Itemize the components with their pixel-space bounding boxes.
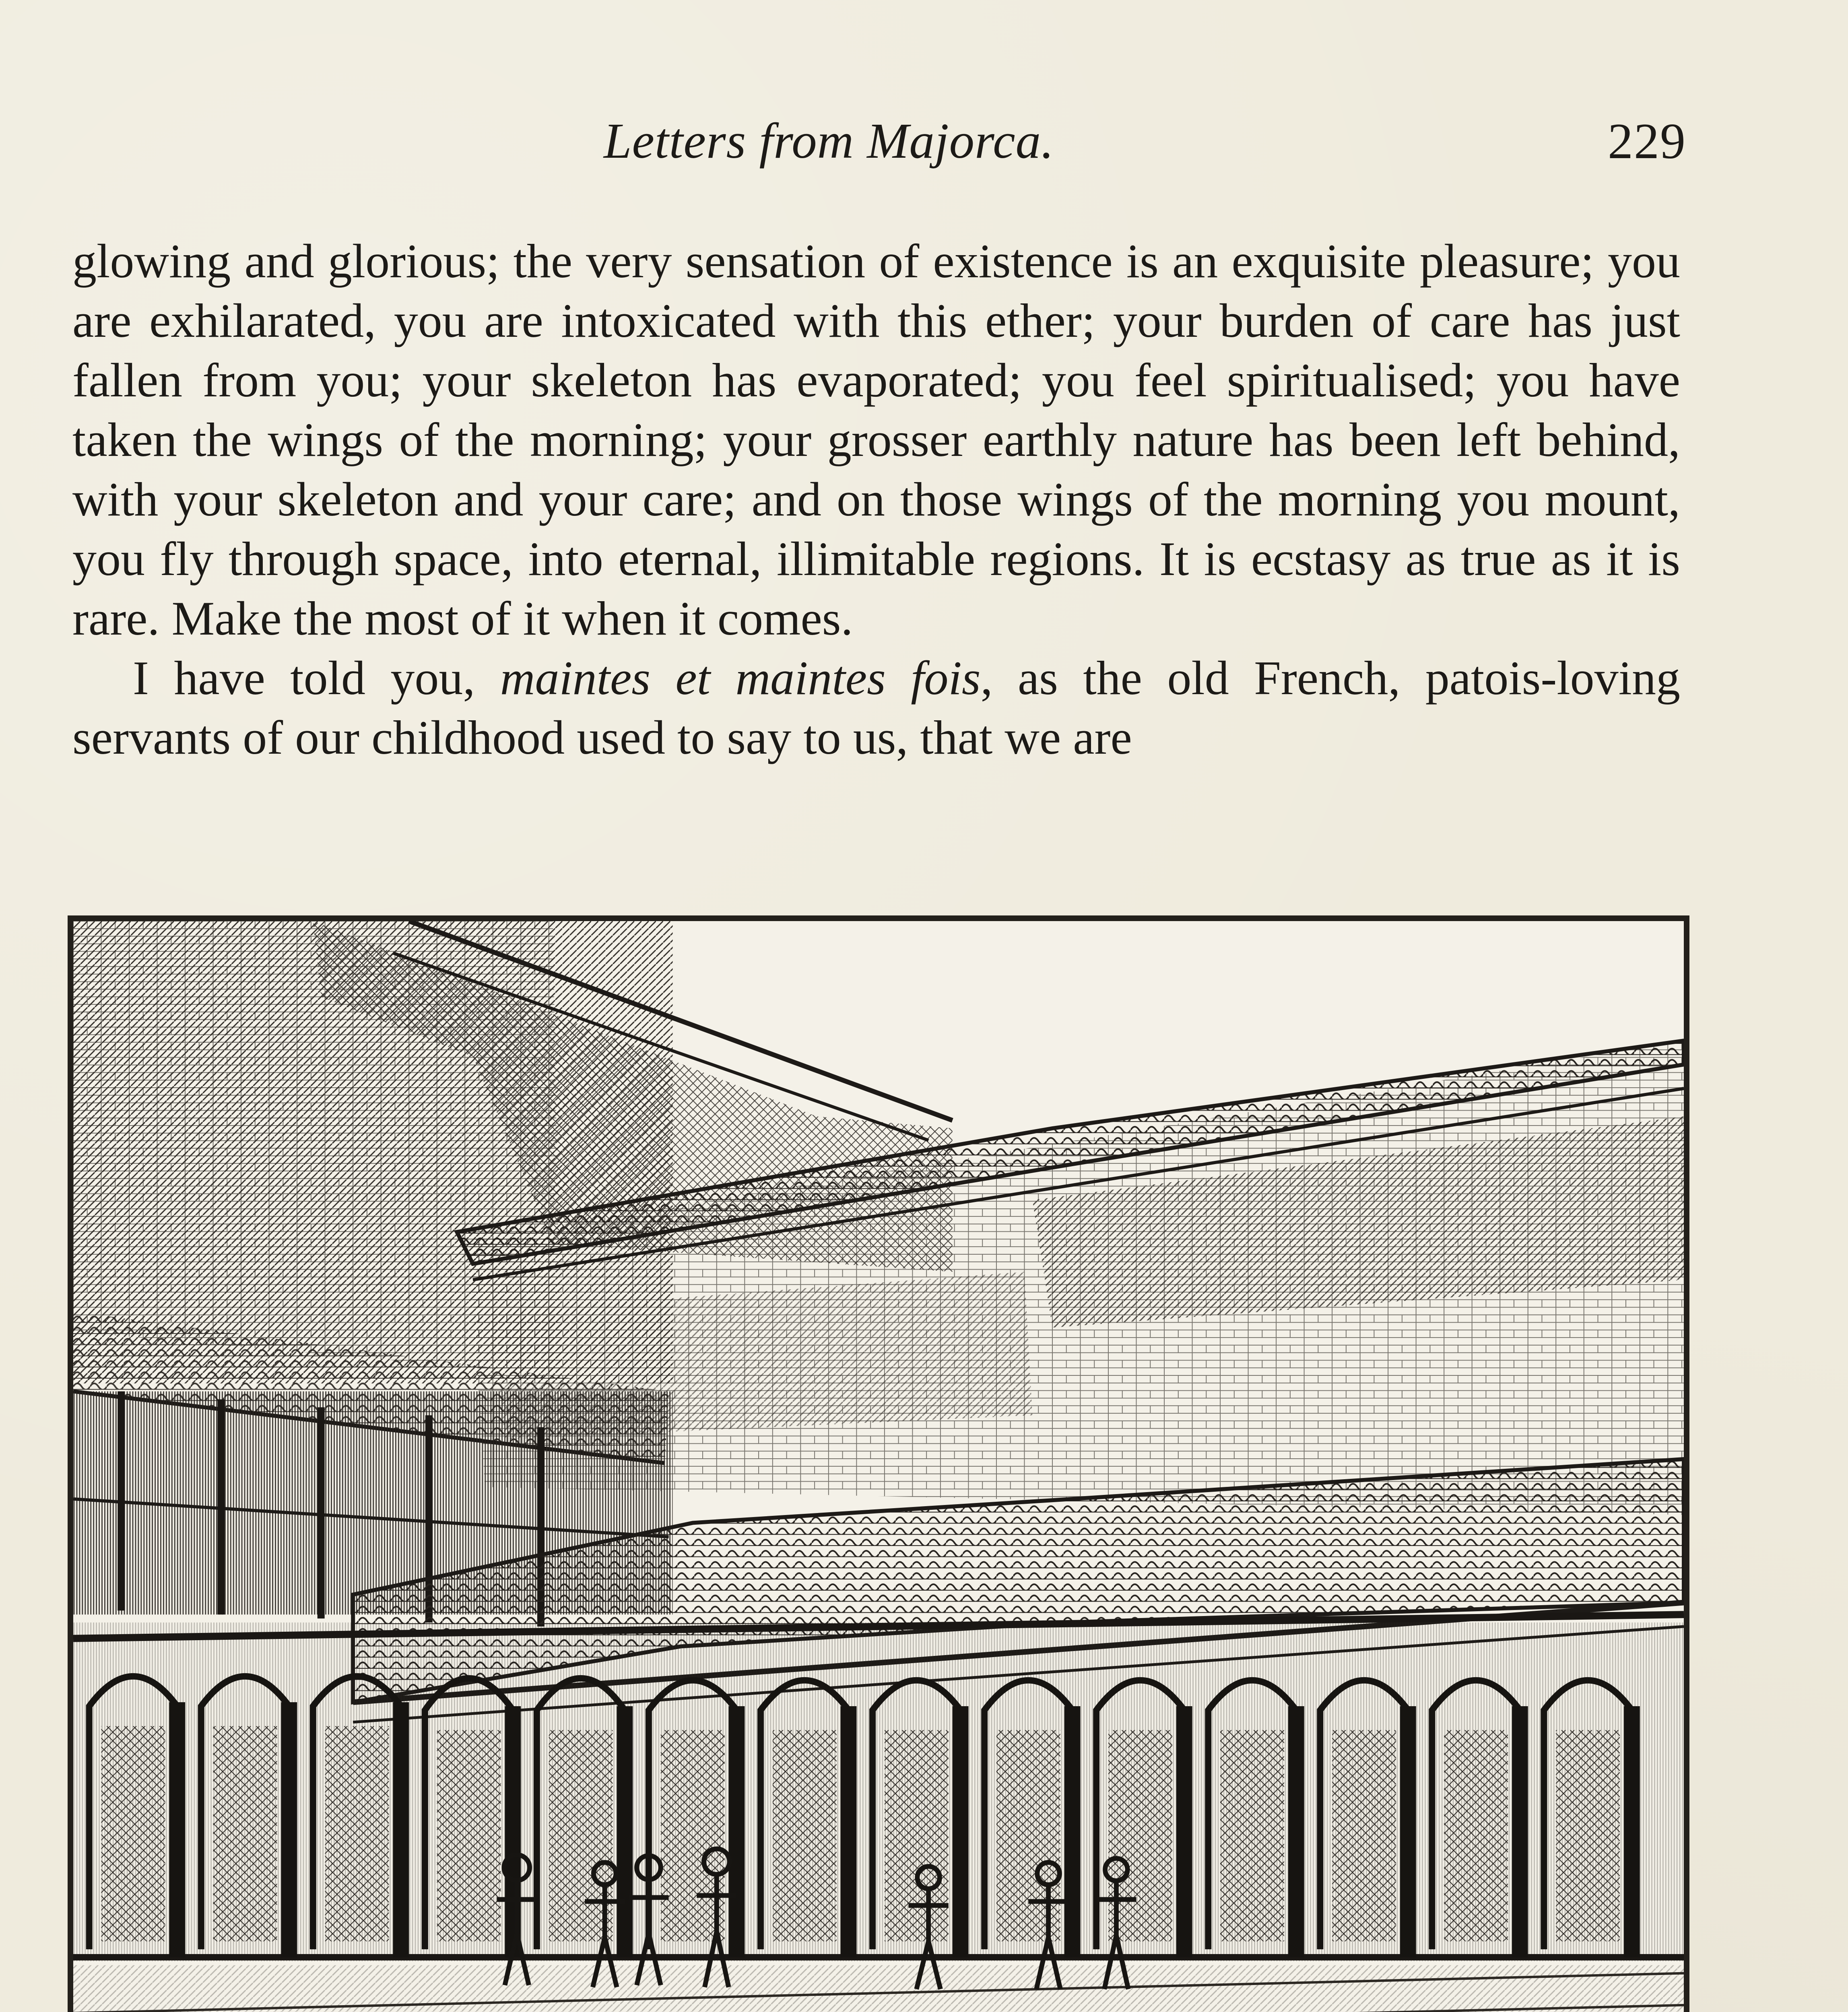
upper-paragraph-1: glowing and glorious; the very sensation of existence is an exquisite pleasure; you are exhilarated, you are intoxicated with this ether; your burden of care has just fallen from you; your skeleton has evaporated; you feel spiritualised; you have taken the wings of the morning; your grosser earthly nature has been left behind, with your skeleton and your care; and on those wings of the morning you mount, you fly through space, into eternal, illimitable regions. It is ecstasy as true as it is rare. Make the most of it when it comes. bbox=[72, 234, 1680, 645]
page-header bbox=[72, 113, 1686, 177]
prison-cloisters-illustration bbox=[68, 915, 1689, 2012]
running-head: Letters from Majorca. bbox=[604, 113, 1054, 169]
upper-paragraph-2 bbox=[72, 648, 1680, 767]
cloister-engraving bbox=[73, 921, 1684, 2012]
page-number: 229 bbox=[1608, 113, 1686, 169]
paragraph-two-end: , as the old French, patois-loving servants of our childhood used to say to us, that we are bbox=[72, 651, 1680, 764]
upper-text-block bbox=[72, 231, 1680, 823]
paragraph-two-italic: maintes et maintes fois bbox=[500, 651, 981, 705]
paragraph-two-start: I have told you, bbox=[133, 651, 500, 705]
